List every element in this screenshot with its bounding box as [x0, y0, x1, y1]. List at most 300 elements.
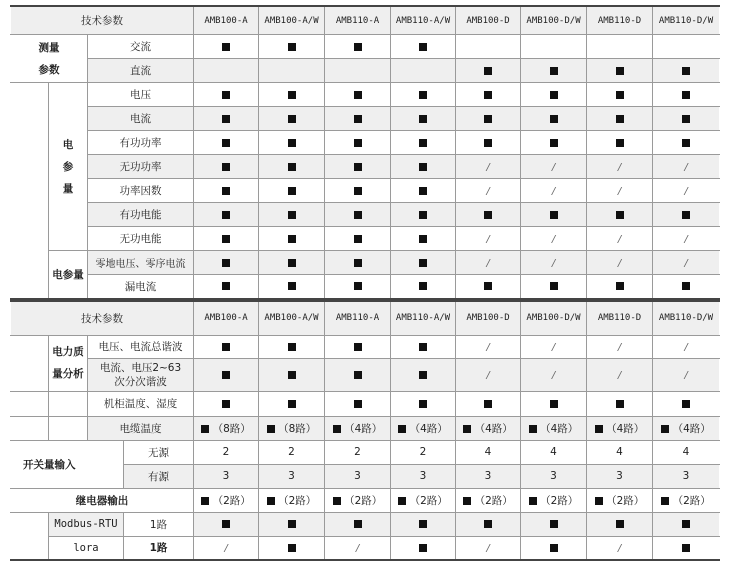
supported-mark-icon — [682, 544, 690, 552]
channel-count: （2路） — [274, 494, 317, 507]
row-label: 直流 — [88, 59, 194, 83]
value-cell — [521, 131, 587, 155]
value-cell: 3 — [456, 464, 521, 488]
value-cell — [194, 416, 259, 440]
supported-mark-icon — [616, 67, 624, 75]
group-label-measurement: 测量参数 — [11, 35, 88, 83]
value-cell — [259, 251, 325, 275]
value-cell — [391, 391, 456, 416]
supported-mark-icon — [616, 520, 624, 528]
value-cell — [259, 275, 325, 299]
value-cell — [587, 416, 653, 440]
value-cell — [653, 335, 720, 358]
value-cell — [653, 536, 720, 560]
channel-count: （2路） — [471, 494, 513, 507]
value-cell — [653, 251, 720, 275]
model-header: AMB100-D/W — [521, 6, 587, 35]
value-cell — [456, 275, 521, 299]
supported-mark-icon — [222, 400, 230, 408]
supported-mark-icon — [419, 343, 427, 351]
value-cell — [521, 536, 587, 560]
value-cell — [325, 512, 391, 536]
table-row — [11, 536, 720, 560]
supported-mark-icon — [288, 91, 296, 99]
not-supported-mark: / — [486, 369, 490, 381]
value-cell — [391, 335, 456, 358]
supported-mark-icon — [222, 91, 230, 99]
table-row — [11, 488, 720, 512]
supported-mark-icon — [354, 235, 362, 243]
not-supported-mark: / — [684, 161, 688, 173]
value-cell — [653, 59, 720, 83]
not-supported-mark: / — [486, 233, 490, 245]
supported-mark-icon — [419, 520, 427, 528]
group-label-relay-output: 继电器输出 — [11, 488, 194, 512]
value-cell — [456, 131, 521, 155]
value-cell — [653, 203, 720, 227]
value-cell — [587, 512, 653, 536]
value-cell — [194, 488, 259, 512]
supported-mark-icon — [288, 259, 296, 267]
value-cell: 3 — [653, 464, 720, 488]
supported-mark-icon — [222, 43, 230, 51]
value-cell — [259, 488, 325, 512]
model-header: AMB100-A/W — [259, 6, 325, 35]
channel-count: （2路） — [536, 494, 579, 507]
value-cell — [325, 335, 391, 358]
value-cell: 4 — [456, 440, 521, 464]
supported-mark-icon — [419, 187, 427, 195]
supported-mark-icon — [616, 211, 624, 219]
channel-count: （8路） — [209, 422, 251, 435]
table-row — [11, 35, 720, 59]
model-header: AMB100-D/W — [521, 301, 587, 335]
value-cell — [456, 35, 521, 59]
supported-mark-icon — [288, 211, 296, 219]
supported-mark-icon — [419, 163, 427, 171]
spec-table-1 — [10, 5, 720, 300]
supported-mark-icon — [222, 163, 230, 171]
table-row — [11, 416, 720, 440]
value-cell — [391, 512, 456, 536]
value-cell — [194, 107, 259, 131]
value-cell — [325, 227, 391, 251]
supported-mark-icon — [354, 520, 362, 528]
supported-mark-icon — [682, 139, 690, 147]
value-cell — [194, 155, 259, 179]
value-cell — [391, 155, 456, 179]
value-cell — [391, 59, 456, 83]
value-cell — [391, 358, 456, 391]
value-cell — [587, 488, 653, 512]
supported-mark-icon — [484, 139, 492, 147]
not-supported-mark: / — [551, 369, 556, 381]
value-cell — [653, 155, 720, 179]
supported-mark-icon — [222, 371, 230, 379]
not-supported-mark: / — [617, 542, 622, 554]
value-cell — [194, 179, 259, 203]
not-supported-mark: / — [617, 341, 622, 353]
supported-mark-icon — [222, 259, 230, 267]
value-cell — [391, 227, 456, 251]
value-cell — [194, 35, 259, 59]
value-cell — [194, 59, 259, 83]
value-cell — [194, 131, 259, 155]
supported-mark-icon — [550, 544, 558, 552]
value-cell — [391, 131, 456, 155]
group-spacer — [49, 391, 88, 416]
value-cell — [325, 488, 391, 512]
value-cell — [194, 512, 259, 536]
row-label: 机柜温度、湿度 — [88, 391, 194, 416]
header-row — [11, 6, 720, 35]
value-cell — [587, 275, 653, 299]
supported-mark-icon — [419, 400, 427, 408]
value-cell — [521, 335, 587, 358]
supported-mark-icon — [529, 497, 537, 505]
table-row — [11, 203, 720, 227]
value-cell — [521, 416, 587, 440]
value-cell — [456, 203, 521, 227]
value-cell — [194, 391, 259, 416]
supported-mark-icon — [595, 497, 603, 505]
model-header: AMB110-D/W — [653, 6, 720, 35]
value-cell — [259, 59, 325, 83]
supported-mark-icon — [682, 520, 690, 528]
supported-mark-icon — [354, 259, 362, 267]
value-cell — [259, 35, 325, 59]
row-label: 交流 — [88, 35, 194, 59]
value-cell — [259, 83, 325, 107]
supported-mark-icon — [550, 115, 558, 123]
not-supported-mark: / — [617, 161, 622, 173]
value-cell — [259, 391, 325, 416]
supported-mark-icon — [222, 211, 230, 219]
not-supported-mark: / — [617, 233, 622, 245]
model-header: AMB110-D/W — [653, 301, 720, 335]
channel-count: （2路） — [209, 494, 251, 507]
value-cell: 2 — [194, 440, 259, 464]
channel-count: （2路） — [602, 494, 645, 507]
value-cell — [521, 107, 587, 131]
value-cell — [456, 416, 521, 440]
channel-count: （4路） — [669, 422, 711, 435]
value-cell — [456, 488, 521, 512]
row-label: 有功电能 — [88, 203, 194, 227]
supported-mark-icon — [222, 115, 230, 123]
supported-mark-icon — [354, 211, 362, 219]
supported-mark-icon — [484, 400, 492, 408]
value-cell — [456, 59, 521, 83]
value-cell — [391, 203, 456, 227]
value-cell: 3 — [391, 464, 456, 488]
supported-mark-icon — [419, 235, 427, 243]
value-cell — [391, 83, 456, 107]
value-cell — [521, 512, 587, 536]
value-cell: 3 — [325, 464, 391, 488]
value-cell: 3 — [194, 464, 259, 488]
row-label: 漏电流 — [88, 275, 194, 299]
group-label-power-quality: 电力质量分析 — [49, 335, 88, 391]
supported-mark-icon — [484, 91, 492, 99]
row-label: Modbus-RTU — [49, 512, 124, 536]
value-cell — [391, 416, 456, 440]
group-label-elec-params: 电 参 量 — [49, 83, 88, 251]
model-header: AMB100-A — [194, 301, 259, 335]
row-label: 零地电压、零序电流 — [88, 251, 194, 275]
not-supported-mark: / — [684, 341, 688, 353]
not-supported-mark: / — [684, 233, 688, 245]
value-cell — [456, 358, 521, 391]
value-cell — [653, 391, 720, 416]
value-cell — [521, 275, 587, 299]
supported-mark-icon — [354, 163, 362, 171]
supported-mark-icon — [288, 282, 296, 290]
row-label: 电流 — [88, 107, 194, 131]
table-row — [11, 83, 720, 107]
value-cell — [325, 107, 391, 131]
supported-mark-icon — [288, 343, 296, 351]
channel-count: （2路） — [406, 494, 448, 507]
supported-mark-icon — [616, 139, 624, 147]
not-supported-mark: / — [486, 341, 490, 353]
supported-mark-icon — [682, 115, 690, 123]
value-cell — [259, 107, 325, 131]
supported-mark-icon — [419, 139, 427, 147]
value-cell — [456, 83, 521, 107]
value-cell — [587, 59, 653, 83]
model-header: AMB110-A — [325, 301, 391, 335]
model-header: AMB100-A/W — [259, 301, 325, 335]
value-cell — [325, 358, 391, 391]
value-cell — [653, 179, 720, 203]
model-header: AMB110-A/W — [391, 6, 456, 35]
row-label: 电流、电压2~63次分次谐波 — [88, 358, 194, 391]
value-cell — [194, 83, 259, 107]
supported-mark-icon — [616, 91, 624, 99]
value-cell — [391, 251, 456, 275]
value-cell — [587, 131, 653, 155]
value-cell — [521, 488, 587, 512]
supported-mark-icon — [682, 282, 690, 290]
value-cell — [325, 35, 391, 59]
channel-count: （4路） — [536, 422, 579, 435]
supported-mark-icon — [419, 211, 427, 219]
not-supported-mark: / — [224, 542, 228, 554]
value-cell — [587, 107, 653, 131]
value-cell — [456, 536, 521, 560]
value-cell — [587, 155, 653, 179]
value-cell — [521, 35, 587, 59]
not-supported-mark: / — [551, 185, 556, 197]
supported-mark-icon — [288, 187, 296, 195]
model-header: AMB110-D — [587, 301, 653, 335]
row-label: 功率因数 — [88, 179, 194, 203]
supported-mark-icon — [550, 211, 558, 219]
value-cell — [259, 179, 325, 203]
value-cell: 3 — [521, 464, 587, 488]
supported-mark-icon — [419, 115, 427, 123]
table-row — [11, 131, 720, 155]
header-row — [11, 301, 720, 335]
not-supported-mark: / — [684, 257, 688, 269]
supported-mark-icon — [354, 43, 362, 51]
row-label: lora — [49, 536, 124, 560]
value-cell — [325, 155, 391, 179]
value-cell: 2 — [259, 440, 325, 464]
supported-mark-icon — [419, 259, 427, 267]
supported-mark-icon — [419, 371, 427, 379]
value-cell — [325, 179, 391, 203]
supported-mark-icon — [616, 400, 624, 408]
supported-mark-icon — [354, 187, 362, 195]
value-cell: 3 — [259, 464, 325, 488]
value-cell: 2 — [391, 440, 456, 464]
value-cell: 4 — [587, 440, 653, 464]
value-cell — [587, 536, 653, 560]
group-spacer — [49, 416, 88, 440]
supported-mark-icon — [354, 400, 362, 408]
supported-mark-icon — [333, 425, 341, 433]
row-label: 无功电能 — [88, 227, 194, 251]
value-cell — [653, 83, 720, 107]
supported-mark-icon — [288, 43, 296, 51]
supported-mark-icon — [550, 67, 558, 75]
value-cell — [587, 83, 653, 107]
value-cell — [325, 275, 391, 299]
supported-mark-icon — [484, 520, 492, 528]
supported-mark-icon — [354, 343, 362, 351]
value-cell — [587, 35, 653, 59]
not-supported-mark: / — [551, 233, 556, 245]
spec-table-2 — [10, 300, 720, 561]
value-cell — [391, 536, 456, 560]
not-supported-mark: / — [684, 369, 688, 381]
value-cell: 2 — [325, 440, 391, 464]
supported-mark-icon — [288, 163, 296, 171]
supported-mark-icon — [288, 115, 296, 123]
supported-mark-icon — [595, 425, 603, 433]
channel-count: （4路） — [340, 422, 383, 435]
value-cell — [653, 107, 720, 131]
supported-mark-icon — [682, 91, 690, 99]
channel-count: （4路） — [471, 422, 513, 435]
row-sublabel: 1路 — [124, 512, 194, 536]
value-cell — [391, 179, 456, 203]
value-cell — [259, 358, 325, 391]
value-cell — [456, 179, 521, 203]
value-cell — [587, 179, 653, 203]
value-cell — [587, 203, 653, 227]
table-row — [11, 227, 720, 251]
value-cell — [653, 416, 720, 440]
supported-mark-icon — [354, 139, 362, 147]
supported-mark-icon — [529, 425, 537, 433]
not-supported-mark: / — [551, 341, 556, 353]
value-cell — [456, 391, 521, 416]
row-label: 无源 — [124, 440, 194, 464]
value-cell — [259, 512, 325, 536]
supported-mark-icon — [616, 282, 624, 290]
supported-mark-icon — [682, 211, 690, 219]
value-cell — [521, 251, 587, 275]
supported-mark-icon — [419, 544, 427, 552]
value-cell — [653, 275, 720, 299]
model-header: AMB110-D — [587, 6, 653, 35]
table-row — [11, 155, 720, 179]
value-cell — [653, 227, 720, 251]
supported-mark-icon — [288, 520, 296, 528]
supported-mark-icon — [484, 282, 492, 290]
value-cell — [587, 227, 653, 251]
row-label: 电缆温度 — [88, 416, 194, 440]
value-cell — [521, 59, 587, 83]
model-header: AMB100-A — [194, 6, 259, 35]
not-supported-mark: / — [617, 369, 622, 381]
value-cell: 4 — [521, 440, 587, 464]
supported-mark-icon — [288, 400, 296, 408]
value-cell — [194, 335, 259, 358]
value-cell — [521, 391, 587, 416]
value-cell — [194, 536, 259, 560]
supported-mark-icon — [288, 139, 296, 147]
supported-mark-icon — [222, 139, 230, 147]
supported-mark-icon — [550, 400, 558, 408]
row-label: 电压 — [88, 83, 194, 107]
value-cell — [259, 335, 325, 358]
value-cell — [653, 35, 720, 59]
value-cell — [653, 131, 720, 155]
supported-mark-icon — [222, 343, 230, 351]
supported-mark-icon — [288, 371, 296, 379]
value-cell — [194, 275, 259, 299]
header-label: 技术参数 — [11, 301, 194, 335]
row-label: 电压、电流总谐波 — [88, 335, 194, 358]
row-sublabel: 1路 — [124, 536, 194, 560]
table-row — [11, 391, 720, 416]
group-spacer — [11, 391, 49, 416]
row-label: 有源 — [124, 464, 194, 488]
table-row — [11, 107, 720, 131]
supported-mark-icon — [354, 282, 362, 290]
row-label: 有功功率 — [88, 131, 194, 155]
value-cell — [587, 335, 653, 358]
supported-mark-icon — [682, 400, 690, 408]
value-cell — [259, 155, 325, 179]
supported-mark-icon — [222, 520, 230, 528]
channel-count: （4路） — [602, 422, 645, 435]
value-cell — [325, 131, 391, 155]
model-header: AMB110-A — [325, 6, 391, 35]
channel-count: （4路） — [406, 422, 448, 435]
supported-mark-icon — [419, 91, 427, 99]
value-cell — [259, 227, 325, 251]
table-row — [11, 59, 720, 83]
channel-count: （2路） — [340, 494, 383, 507]
value-cell — [521, 203, 587, 227]
supported-mark-icon — [550, 91, 558, 99]
not-supported-mark: / — [486, 161, 490, 173]
model-header: AMB110-A/W — [391, 301, 456, 335]
value-cell — [325, 251, 391, 275]
supported-mark-icon — [484, 67, 492, 75]
value-cell — [587, 391, 653, 416]
value-cell — [194, 227, 259, 251]
value-cell — [456, 227, 521, 251]
group-label-switch-input: 开关量输入 — [11, 440, 124, 488]
supported-mark-icon — [419, 282, 427, 290]
value-cell — [259, 131, 325, 155]
